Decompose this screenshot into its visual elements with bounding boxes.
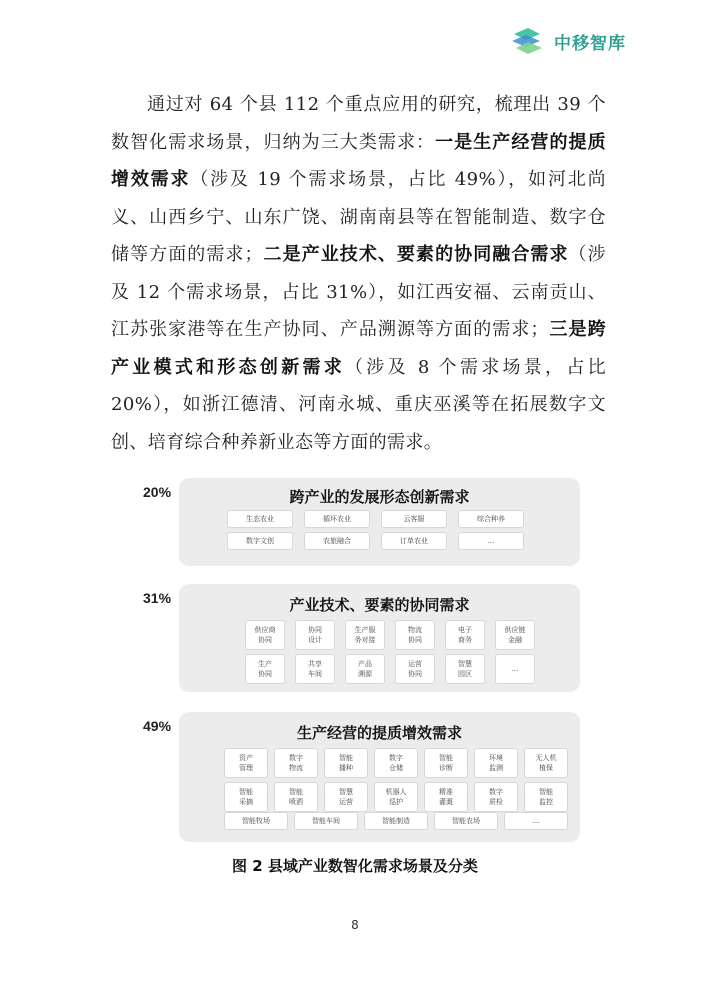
scenario-chip: 生产 协同 [245, 654, 285, 684]
scenario-chip: 农旅融合 [304, 532, 370, 550]
scenario-chip: 物流 协同 [395, 620, 435, 650]
scenario-chip: 供应商 协同 [245, 620, 285, 650]
scenario-chip: 智能 喷洒 [274, 782, 318, 812]
scenario-chip: 机器人 巡护 [374, 782, 418, 812]
scenario-chip: 智能 监控 [524, 782, 568, 812]
scenario-chip: 生产服 务对接 [345, 620, 385, 650]
group-percent: 31% [143, 590, 172, 606]
scenario-chip: ... [495, 654, 535, 684]
scenario-chip: 数字 质检 [474, 782, 518, 812]
group-percent: 49% [143, 718, 172, 734]
scenario-chip: 综合种养 [458, 510, 524, 528]
paragraph-emphasis: 一是生产经营的提质增效需求 [111, 131, 606, 190]
scenario-chip: 数字文创 [227, 532, 293, 550]
scenario-chip: 资产 管理 [224, 748, 268, 778]
paragraph-text: 通过对 64 个县 112 个重点应用的研究，梳理出 39 个数智化需求场景，归纳为三大类需求： [111, 94, 606, 153]
scenario-chip: 产品 溯源 [345, 654, 385, 684]
body-paragraph [111, 86, 606, 461]
page-number: 8 [351, 918, 359, 932]
scenario-chip: 供应链 金融 [495, 620, 535, 650]
figure-caption: 图 2 县域产业数智化需求场景及分类 [232, 857, 478, 875]
paragraph-emphasis: 三是跨产业模式和形态创新需求 [111, 319, 607, 378]
scenario-chip: 智能制造 [364, 812, 428, 830]
paragraph-text: （涉及 8 个需求场景，占比 20%），如浙江德清、河南永城、重庆巫溪等在拓展数字文创、培育综合种养新业态等方面的需求。 [111, 356, 606, 453]
scenario-chip: 无人机 植保 [524, 748, 568, 778]
scenario-chip: 智能 诊断 [424, 748, 468, 778]
paragraph-text: （涉及 19 个需求场景，占比 49%），如河北尚义、山西乡宁、山东广饶、湖南南县等在智能制造、数字仓储等方面的需求； [111, 169, 606, 265]
scenario-chip: 共享 车间 [295, 654, 335, 684]
logo-icon [510, 26, 546, 56]
group-title: 跨产业的发展形态创新需求 [289, 488, 470, 506]
group-panel [179, 478, 580, 566]
brand-logo [510, 26, 626, 56]
scenario-chip: 环境 监测 [474, 748, 518, 778]
group-title: 生产经营的提质增效需求 [296, 724, 462, 742]
group-panel [179, 712, 580, 842]
scenario-chip: 智能 采摘 [224, 782, 268, 812]
scenario-chip: 订单农业 [381, 532, 447, 550]
scenario-chip: 协同 设计 [295, 620, 335, 650]
scenario-chip: 运营 协同 [395, 654, 435, 684]
scenario-chip: 循环农业 [304, 510, 370, 528]
scenario-chip: 电子 商务 [445, 620, 485, 650]
scenario-chip: 智慧 运营 [324, 782, 368, 812]
scenario-chip: 智能 播种 [324, 748, 368, 778]
scenario-chip: 精准 灌溉 [424, 782, 468, 812]
group-panel [179, 584, 580, 692]
scenario-chip: 数字 物流 [274, 748, 318, 778]
scenario-chip: 智慧 园区 [445, 654, 485, 684]
scenario-chip: 智能车间 [294, 812, 358, 830]
scenario-chip: ... [504, 812, 568, 830]
group-title: 产业技术、要素的协同需求 [289, 596, 470, 614]
paragraph-text: （涉及 12 个需求场景，占比 31%），如江西安福、云南贡山、江苏张家港等在生产协同、产品溯源等方面的需求； [111, 244, 606, 340]
logo-text: 中移智库 [554, 33, 626, 54]
scenario-chip: 智能农场 [434, 812, 498, 830]
scenario-chip: ... [458, 532, 524, 550]
scenario-chip: 云客服 [381, 510, 447, 528]
paragraph-emphasis: 二是产业技术、要素的协同融合需求 [262, 244, 569, 265]
scenario-chip: 智能牧场 [224, 812, 288, 830]
scenario-chip: 生态农业 [227, 510, 293, 528]
scenario-chip: 数字 仓储 [374, 748, 418, 778]
group-percent: 20% [143, 484, 172, 500]
